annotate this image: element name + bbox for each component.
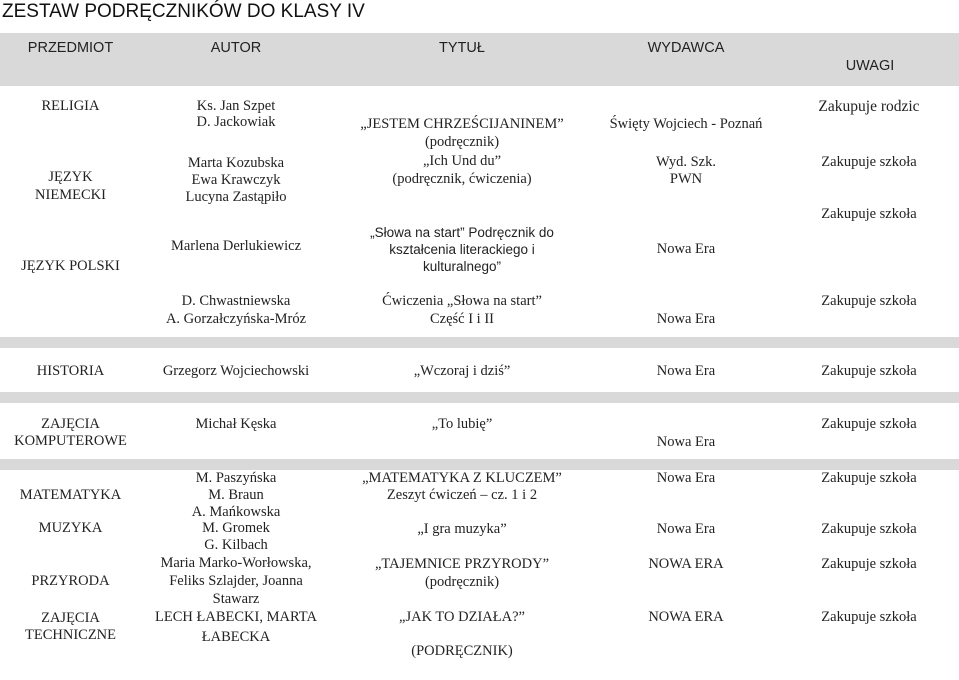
author-kilbach: G. Kilbach bbox=[204, 537, 268, 553]
author-zastapilo: Lucyna Zastąpiło bbox=[185, 189, 287, 205]
publisher-nowa-era: Nowa Era bbox=[656, 521, 716, 537]
title-to-lubie: „To lubię” bbox=[431, 416, 493, 432]
author-kozubska: Marta Kozubska bbox=[187, 155, 285, 171]
title-jestem: „JESTEM CHRZEŚCIJANINEM” bbox=[360, 116, 564, 132]
note-zakupuje-szkola: Zakupuje szkoła bbox=[821, 206, 917, 222]
publisher-nowa-era-caps: NOWA ERA bbox=[648, 556, 724, 572]
subject-jezyk-polski: JĘZYK POLSKI bbox=[21, 258, 120, 274]
subject-zajecia-komputerowe-line2: KOMPUTEROWE bbox=[14, 433, 127, 449]
publisher-nowa-era-caps: NOWA ERA bbox=[648, 609, 724, 625]
subject-religia: RELIGIA bbox=[41, 98, 100, 114]
subject-matematyka: MATEMATYKA bbox=[19, 487, 122, 503]
title-tajemnice-przyrody: „TAJEMNICE PRZYRODY” bbox=[374, 556, 550, 572]
author-mankowska: A. Mańkowska bbox=[191, 504, 281, 520]
page-title: ZESTAW PODRĘCZNIKÓW DO KLASY IV bbox=[2, 1, 365, 22]
author-krawczyk: Ewa Krawczyk bbox=[191, 172, 281, 188]
author-derlukiewicz: Marlena Derlukiewicz bbox=[170, 238, 302, 254]
row-separator bbox=[0, 337, 959, 348]
header-title: TYTUŁ bbox=[439, 40, 485, 56]
note-zakupuje-szkola: Zakupuje szkoła bbox=[821, 556, 917, 572]
publisher-wyd-szk: Wyd. Szk. bbox=[656, 154, 716, 170]
header-author: AUTOR bbox=[210, 40, 262, 56]
publisher-nowa-era: Nowa Era bbox=[656, 241, 716, 257]
note-zakupuje-szkola: Zakupuje szkoła bbox=[821, 416, 917, 432]
title-cwiczenia-slowa: Ćwiczenia „Słowa na start” bbox=[382, 293, 542, 309]
subject-zajecia-techniczne-line1: ZAJĘCIA bbox=[41, 610, 100, 626]
author-gorzalczynska: A. Gorzałczyńska-Mróz bbox=[165, 311, 307, 327]
note-zakupuje-rodzic: Zakupuje rodzic bbox=[818, 98, 920, 115]
note-zakupuje-szkola: Zakupuje szkoła bbox=[821, 363, 917, 379]
note-zakupuje-szkola: Zakupuje szkoła bbox=[821, 521, 917, 537]
header-publisher: WYDAWCA bbox=[647, 40, 725, 56]
author-chwastniewska: D. Chwastniewska bbox=[181, 293, 291, 309]
publisher-pwn: PWN bbox=[669, 171, 703, 187]
subject-jezyk-niemiecki-line2: NIEMECKI bbox=[35, 187, 106, 203]
note-zakupuje-szkola: Zakupuje szkoła bbox=[821, 293, 917, 309]
subject-zajecia-techniczne-line2: TECHNICZNE bbox=[24, 627, 116, 643]
author-labecka: ŁABECKA bbox=[201, 629, 271, 645]
title-slowa-line3: kulturalnego” bbox=[422, 259, 502, 274]
table-header bbox=[0, 33, 959, 86]
subject-zajecia-komputerowe-line1: ZAJĘCIA bbox=[41, 416, 100, 432]
publisher-nowa-era: Nowa Era bbox=[656, 434, 716, 450]
subject-historia: HISTORIA bbox=[36, 363, 105, 379]
title-slowa-line2: kształcenia literackiego i bbox=[389, 242, 535, 257]
header-subject: PRZEDMIOT bbox=[27, 40, 114, 56]
author-paszynska: M. Paszyńska bbox=[195, 470, 277, 486]
author-marko-worlowska: Maria Marko-Worłowska, bbox=[160, 555, 312, 571]
publisher-nowa-era: Nowa Era bbox=[656, 311, 716, 327]
subject-muzyka: MUZYKA bbox=[38, 520, 103, 536]
note-zakupuje-szkola: Zakupuje szkoła bbox=[821, 154, 917, 170]
title-zeszyt-cwiczen: Zeszyt ćwiczeń – cz. 1 i 2 bbox=[386, 487, 538, 503]
note-zakupuje-szkola: Zakupuje szkoła bbox=[821, 470, 917, 486]
author-braun: M. Braun bbox=[208, 487, 264, 503]
header-notes: UWAGI bbox=[845, 58, 895, 74]
author-stawarz: Stawarz bbox=[212, 591, 260, 607]
publisher-swiety-wojciech: Święty Wojciech - Poznań bbox=[609, 116, 763, 132]
author-keska: Michał Kęska bbox=[195, 416, 277, 432]
subject-przyroda: PRZYRODA bbox=[31, 573, 110, 589]
title-ich-und-du-sub: (podręcznik, ćwiczenia) bbox=[392, 171, 532, 187]
title-matematyka-z-kluczem: „MATEMATYKA Z KLUCZEM” bbox=[362, 470, 562, 486]
author-szlajder: Feliks Szlajder, Joanna bbox=[169, 573, 303, 589]
publisher-nowa-era: Nowa Era bbox=[656, 470, 716, 486]
author-gromek: M. Gromek bbox=[202, 520, 270, 536]
title-slowa-line1: „Słowa na start” Podręcznik do bbox=[370, 225, 554, 240]
subject-jezyk-niemiecki-line1: JĘZYK bbox=[48, 169, 93, 185]
row-separator bbox=[0, 392, 959, 403]
title-i-gra-muzyka: „I gra muzyka” bbox=[417, 521, 507, 537]
author-szpet: Ks. Jan Szpet bbox=[196, 98, 276, 114]
title-ich-und-du: „Ich Und du” bbox=[422, 153, 502, 169]
author-wojciechowski: Grzegorz Wojciechowski bbox=[162, 363, 310, 379]
title-tajemnice-sub: (podręcznik) bbox=[424, 574, 500, 590]
title-jak-to-dziala-sub: (PODRĘCZNIK) bbox=[411, 643, 513, 659]
author-labecki: LECH ŁABECKI, MARTA bbox=[155, 609, 317, 625]
title-cwiczenia-czesc: Część I i II bbox=[429, 311, 494, 327]
row-separator bbox=[0, 459, 959, 470]
title-jestem-sub: (podręcznik) bbox=[424, 134, 500, 150]
title-wczoraj-i-dzis: „Wczoraj i dziś” bbox=[413, 363, 511, 379]
publisher-nowa-era: Nowa Era bbox=[656, 363, 716, 379]
note-zakupuje-szkola: Zakupuje szkoła bbox=[821, 609, 917, 625]
title-jak-to-dziala: „JAK TO DZIAŁA?” bbox=[399, 609, 525, 625]
author-jackowiak: D. Jackowiak bbox=[196, 114, 276, 130]
